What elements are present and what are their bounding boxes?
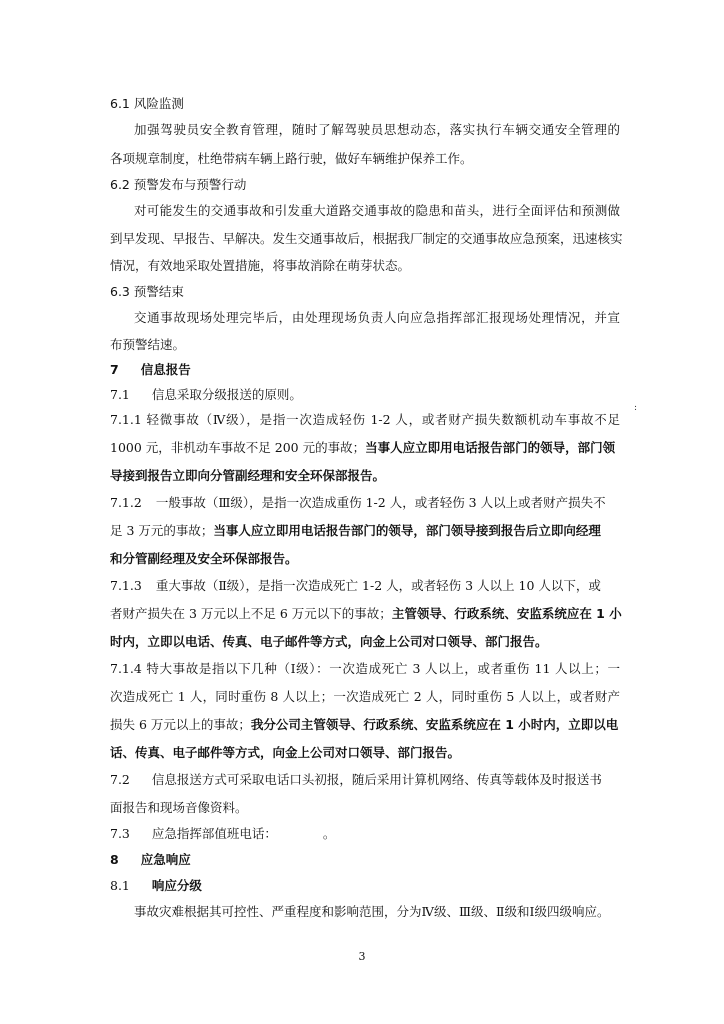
clause-7-1	[110, 387, 620, 403]
paragraph-line	[110, 495, 620, 511]
clause-number: 7.1.2	[110, 495, 142, 510]
paragraph-line	[110, 523, 620, 539]
clause-number: 7.2	[110, 772, 130, 787]
paragraph-line: 话、传真、电子邮件等方式，向金上公司对口领导、部门报告。	[110, 745, 461, 760]
paragraph-line: 交通事故现场处理完毕后，由处理现场负责人向应急指挥部汇报现场处理情况，并宣	[134, 310, 620, 325]
clause-7-3	[110, 826, 620, 842]
section-title: 应急响应	[140, 852, 191, 867]
paragraph-line: 事故灾难根据其可控性、严重程度和影响范围，分为Ⅳ级、Ⅲ级、Ⅱ级和Ⅰ级四级响应。	[134, 904, 610, 919]
paragraph-line: 导接到报告立即向分管副经理和安全环保部报告。	[110, 468, 386, 483]
clause-number: 7.1	[110, 387, 130, 402]
paragraph-line: 7.1.4 特大事故是指以下几种（Ⅰ级）：一次造成死亡 3 人以上，或者重伤 11 人以上；一	[110, 661, 620, 676]
paragraph-line: 各项规章制度，杜绝带病车辆上路行驶，做好车辆维护保养工作。	[110, 151, 473, 166]
section-6-2-heading: 6.2 预警发布与预警行动	[110, 177, 247, 192]
bold-text: 当事人应立即用电话报告部门的领导，部门领导接到报告后立即向经理	[213, 523, 601, 538]
text-span: 。	[322, 826, 336, 841]
section-6-1-heading: 6.1 风险监测	[110, 96, 184, 111]
paragraph-line: 和分管副经理及安全环保部报告。	[110, 551, 298, 566]
clause-number: 7.3	[110, 826, 130, 841]
text-span: 1000 元，非机动车事故不足 200 元的事故；	[110, 440, 366, 455]
text-span: 者财产损失在 3 万元以上不足 6 万元以下的事故；	[110, 606, 392, 621]
paragraph-line: 面报告和现场音像资料。	[110, 800, 248, 815]
bold-text: 主管领导、行政系统、安监系统应在 1 小	[391, 606, 622, 621]
text-span: 重大事故（Ⅱ级），是指一次造成死亡 1-2 人，或者轻伤 3 人以上 10 人以下，或	[155, 578, 601, 593]
paragraph-line: 到早发现、早报告、早解决。发生交通事故后，根据我厂制定的交通事故应急预案，迅速核实	[110, 231, 623, 246]
paragraph-line	[110, 606, 620, 622]
paragraph-line	[110, 578, 620, 594]
margin-mark: :	[634, 403, 638, 413]
paragraph-line: 次造成死亡 1 人，同时重伤 8 人以上；一次造成死亡 2 人，同时重伤 5 人以上，或者财产	[110, 689, 620, 704]
bold-text: 当事人应立即用电话报告部门的领导，部门领	[365, 440, 616, 455]
text-span: 一般事故（Ⅲ级），是指一次造成重伤 1-2 人，或者轻伤 3 人以上或者财产损失不	[155, 495, 606, 510]
text-span: 损失 6 万元以上的事故；	[110, 717, 251, 732]
paragraph-line: 情况，有效地采取处置措施，将事故消除在萌芽状态。	[110, 258, 411, 273]
clause-title: 响应分级	[151, 878, 202, 893]
section-number: 7	[110, 362, 119, 377]
paragraph-line: 布预警结速。	[110, 337, 186, 352]
text-span: 信息报送方式可采取电话口头初报，随后采用计算机网络、传真等载体及时报送书	[151, 772, 602, 787]
section-7-heading	[110, 362, 620, 378]
paragraph-line	[110, 717, 620, 733]
paragraph-line: 时内，立即以电话、传真、电子邮件等方式，向金上公司对口领导、部门报告。	[110, 634, 548, 649]
section-6-3-heading: 6.3 预警结束	[110, 284, 184, 299]
paragraph-line	[110, 772, 620, 788]
paragraph-line: 7.1.1 轻微事故（Ⅳ级），是指一次造成轻伤 1-2 人，或者财产损失数额机动车事故不足	[110, 412, 620, 427]
bold-text: 我分公司主管领导、行政系统、安监系统应在 1 小时内，立即以电	[250, 717, 619, 732]
text-span: 足 3 万元的事故；	[110, 523, 214, 538]
clause-number: 7.1.3	[110, 578, 142, 593]
page-number: 3	[358, 950, 366, 963]
clause-number: 8.1	[110, 878, 130, 893]
section-8-heading	[110, 852, 620, 868]
clause-8-1-heading	[110, 878, 620, 894]
section-number: 8	[110, 852, 119, 867]
paragraph-line: 加强驾驶员安全教育管理，随时了解驾驶员思想动态，落实执行车辆交通安全管理的	[134, 122, 620, 137]
text-span: 应急指挥部值班电话：	[151, 826, 277, 841]
clause-text: 信息采取分级报送的原则。	[151, 387, 302, 402]
paragraph-line	[110, 440, 620, 456]
paragraph-line: 对可能发生的交通事故和引发重大道路交通事故的隐患和苗头，进行全面评估和预测做	[134, 203, 620, 218]
section-title: 信息报告	[140, 362, 191, 377]
